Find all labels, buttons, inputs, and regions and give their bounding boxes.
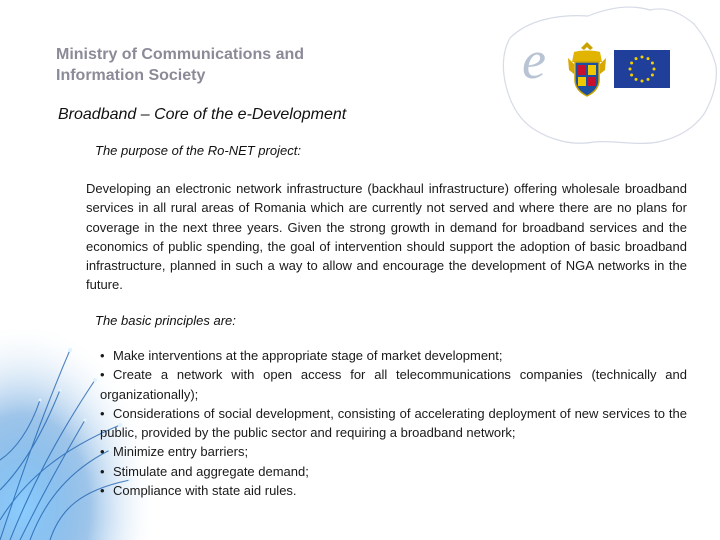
list-item (100, 404, 687, 443)
list-item (100, 462, 687, 481)
principle-text: Minimize entry barriers; (113, 444, 249, 460)
coat-of-arms-icon (566, 40, 608, 98)
slide-subtitle: Broadband – Core of the e-Development (58, 106, 347, 123)
purpose-paragraph: Developing an electronic network infrastructure (backhaul infrastructure) offering wholesale broadband services in all rural areas of Romania which are currently not served and where there are no plans for coverage in the next three years. Given the strong growth in demand for broadband services and the economics of public spending, the goal of intervention should support the adoption of basic broadband infrastructure, planned in such a way to allow and encourage the development of NGA networks in the future. (86, 181, 687, 293)
header-logo (522, 30, 692, 104)
bullet-icon: • (100, 483, 105, 499)
bullet-icon: • (100, 367, 105, 383)
list-item (100, 346, 687, 365)
principles-list (100, 346, 687, 500)
ministry-title-line2: Information Society (56, 67, 206, 84)
purpose-heading: The purpose of the Ro-NET project: (95, 143, 301, 158)
list-item (100, 481, 687, 500)
bullet-icon: • (100, 405, 105, 421)
eu-flag-icon (614, 50, 670, 88)
principle-text: Compliance with state aid rules. (113, 483, 297, 499)
ministry-title (56, 44, 376, 86)
principles-heading: The basic principles are: (95, 313, 236, 328)
principle-text: Stimulate and aggregate demand; (113, 463, 309, 479)
e-logo-icon: e (522, 30, 546, 90)
principle-text: Make interventions at the appropriate stage of market development; (113, 348, 503, 363)
eu-stars (614, 50, 670, 88)
bullet-icon: • (100, 444, 105, 460)
ministry-title-line1: Ministry of Communications and (56, 46, 305, 63)
principle-text: Considerations of social development, consisting of accelerating deployment of new services to the public, provided by the public sector and requiring a broadband network; (100, 405, 687, 441)
list-item (100, 365, 687, 404)
list-item (100, 442, 687, 461)
bullet-icon: • (100, 348, 105, 363)
bullet-icon: • (100, 463, 105, 479)
principle-text: Create a network with open access for all telecommunications companies (technically and organizationally); (100, 367, 687, 402)
